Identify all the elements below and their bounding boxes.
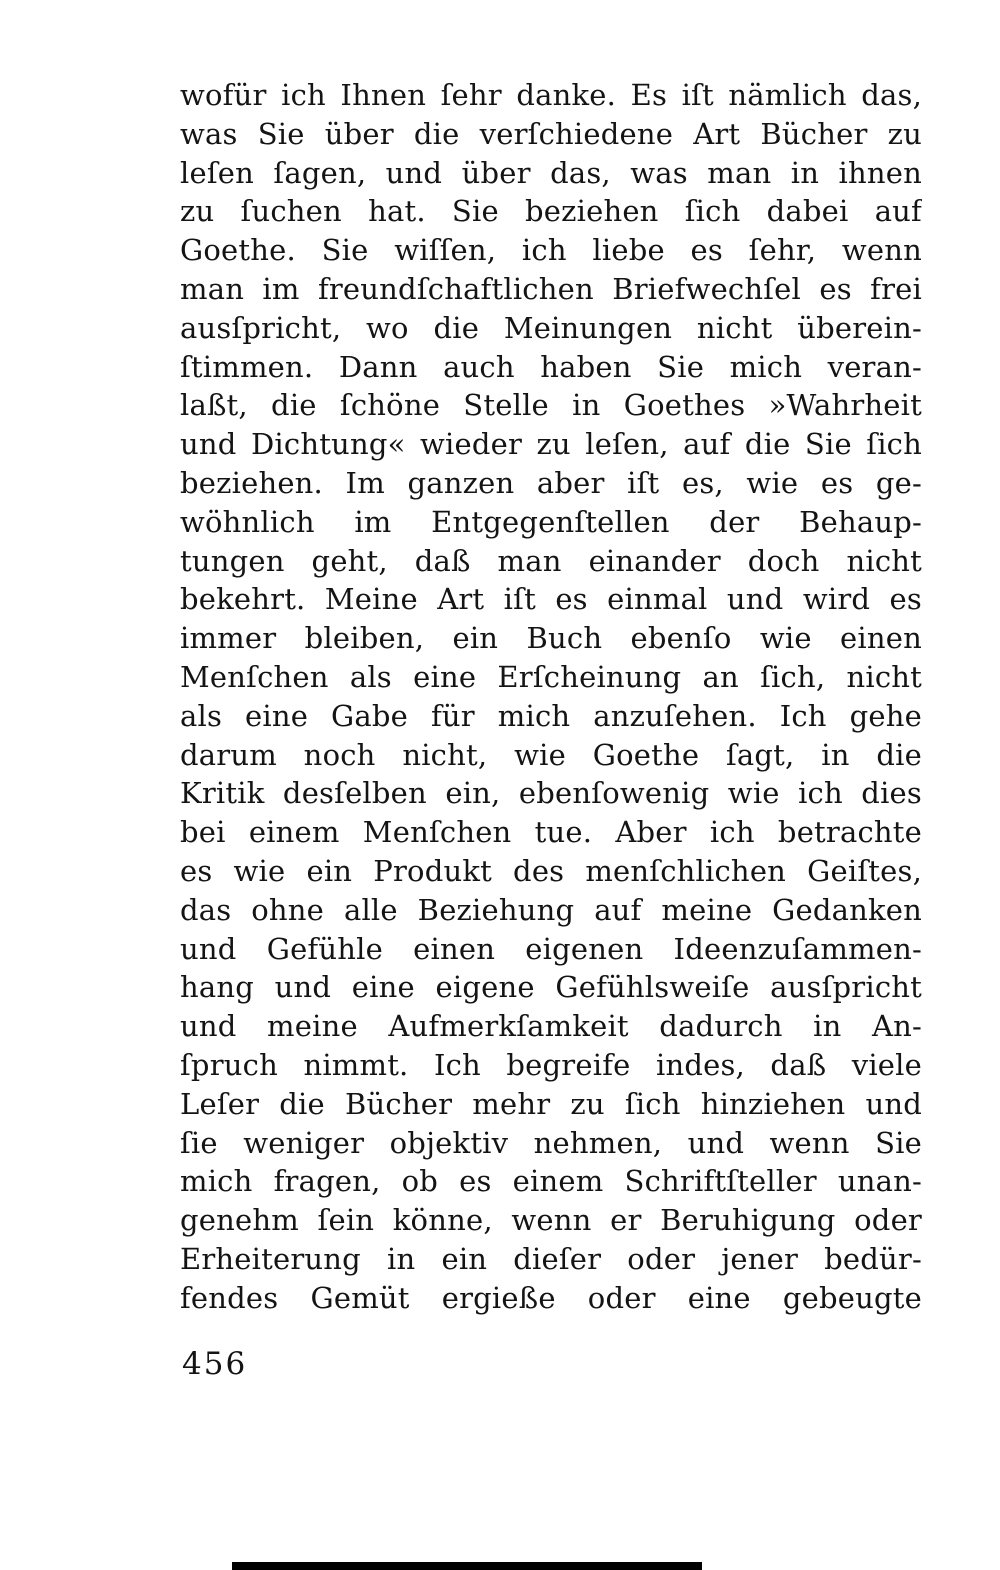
- text-line: wöhnlich im Entgegenſtellen der Behaup-: [180, 504, 922, 539]
- text-line: was Sie über die verſchiedene Art Bücher zu: [180, 116, 922, 151]
- text-line: darum noch nicht, wie Goethe ſagt, in die: [180, 737, 922, 772]
- text-line: wofür ich Ihnen ſehr danke. Es iſt nämlich das,: [180, 78, 922, 112]
- letter-text-block: [180, 76, 922, 1318]
- text-line: ausſpricht, wo die Meinungen nicht überein-: [180, 310, 922, 345]
- text-line: fendes Gemüt ergieße oder eine gebeugte: [180, 1280, 922, 1315]
- page-number: 456: [182, 1346, 248, 1382]
- text-line: und Gefühle einen eigenen Ideenzuſammen-: [180, 931, 922, 966]
- text-line: man im freundſchaftlichen Briefwechſel es frei: [180, 271, 922, 306]
- text-line: ſtimmen. Dann auch haben Sie mich veran-: [180, 349, 922, 384]
- text-line: beziehen. Im ganzen aber iſt es, wie es ge-: [180, 465, 922, 500]
- scan-artifact-bar: [232, 1562, 702, 1570]
- text-line: Erheiterung in ein dieſer oder jener bedür-: [180, 1241, 922, 1276]
- text-line: tungen geht, daß man einander doch nicht: [180, 543, 922, 578]
- text-line: ſpruch nimmt. Ich begreife indes, daß viele: [180, 1047, 922, 1082]
- text-line: immer bleiben, ein Buch ebenſo wie einen: [180, 621, 922, 656]
- text-line: und Dichtung« wieder zu leſen, auf die Sie ſich: [180, 427, 922, 462]
- text-line: leſen ſagen, und über das, was man in ihnen: [180, 155, 922, 190]
- text-line: das ohne alle Beziehung auf meine Gedanken: [180, 892, 922, 927]
- text-line: zu ſuchen hat. Sie beziehen ſich dabei auf: [180, 194, 922, 229]
- text-line: laßt, die ſchöne Stelle in Goethes »Wahrheit: [180, 388, 922, 423]
- text-line: es wie ein Produkt des menſchlichen Geiſtes,: [180, 853, 922, 888]
- text-line: bei einem Menſchen tue. Aber ich betrachte: [180, 815, 922, 850]
- text-line: Kritik desſelben ein, ebenſowenig wie ich dies: [180, 776, 922, 811]
- text-line: bekehrt. Meine Art iſt es einmal und wird es: [180, 582, 922, 617]
- text-line: und meine Aufmerkſamkeit dadurch in An-: [180, 1009, 922, 1044]
- text-line: Menſchen als eine Erſcheinung an ſich, nicht: [180, 659, 922, 694]
- text-line: mich fragen, ob es einem Schriftſteller unan-: [180, 1164, 922, 1199]
- text-line: hang und eine eigene Gefühlsweiſe ausſpricht: [180, 970, 922, 1005]
- text-line: Goethe. Sie wiſſen, ich liebe es ſehr, wenn: [180, 233, 922, 268]
- text-line: Leſer die Bücher mehr zu ſich hinziehen und: [180, 1086, 922, 1121]
- text-line: ſie weniger objektiv nehmen, und wenn Sie: [180, 1125, 922, 1160]
- text-line: als eine Gabe für mich anzuſehen. Ich gehe: [180, 698, 922, 733]
- text-line: genehm ſein könne, wenn er Beruhigung oder: [180, 1203, 922, 1238]
